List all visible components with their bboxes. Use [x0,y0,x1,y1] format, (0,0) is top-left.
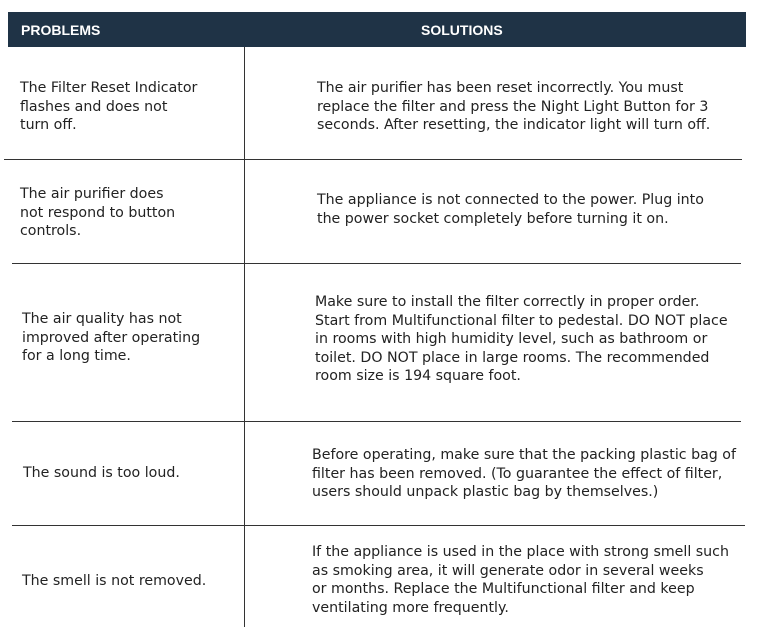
solution-cell [317,191,704,228]
problem-line: The air quality has not [22,311,182,327]
problem-line: The smell is not removed. [22,573,207,589]
problem-line: for a long time. [22,348,131,364]
solution-line: room size is 194 square foot. [315,368,521,384]
problem-line: improved after operating [22,329,201,346]
problem-line: The sound is too loud. [23,465,180,481]
row-divider [12,421,741,422]
solution-line: ventilating more frequently. [312,599,509,616]
problem-line: The air purifier does [20,186,164,202]
problem-cell [23,464,180,483]
solution-line: Before operating, make sure that the packing plastic bag of [312,447,736,463]
problem-line: flashes and does not [20,98,168,115]
column-divider [244,47,245,627]
solution-line: Start from Multifunctional filter to pedestal. DO NOT place [315,312,728,329]
solution-line: users should unpack plastic bag by themselves.) [312,484,659,500]
solutions-header: SOLUTIONS [421,22,503,38]
solution-cell [312,543,729,617]
solution-line: as smoking area, it will generate odor in several weeks [312,562,704,579]
problem-line: not respond to button [20,204,176,221]
solution-line: or months. Replace the Multifunctional filter and keep [312,581,695,597]
table-header [8,12,746,47]
solution-line: filter has been removed. (To guarantee the effect of filter, [312,465,723,482]
problem-cell [22,572,206,591]
problem-cell [22,310,200,366]
solution-line: If the appliance is used in the place with strong smell such [312,544,729,560]
solution-line: toilet. DO NOT place in large rooms. The recommended [315,349,710,366]
solution-line: Make sure to install the filter correctly in proper order. [315,294,700,310]
solution-cell [317,79,710,135]
solution-cell [315,293,728,386]
solution-line: in rooms with high humidity level, such as bathroom or [315,331,708,347]
solution-line: The appliance is not connected to the power. Plug into [317,192,704,208]
problem-cell [20,185,175,241]
problem-line: The Filter Reset Indicator [20,80,198,96]
row-divider [12,525,745,526]
problem-line: controls. [20,223,82,239]
problem-cell [20,79,197,135]
problems-header: PROBLEMS [21,22,101,38]
solution-line: The air purifier has been reset incorrectly. You must [317,80,684,96]
solution-line: the power socket completely before turning it on. [317,210,669,227]
row-divider [12,263,741,264]
solution-line: seconds. After resetting, the indicator light will turn off. [317,117,711,133]
problem-line: turn off. [20,117,77,133]
row-divider [4,159,742,160]
solution-cell [312,446,736,502]
solution-line: replace the filter and press the Night Light Button for 3 [317,98,709,115]
